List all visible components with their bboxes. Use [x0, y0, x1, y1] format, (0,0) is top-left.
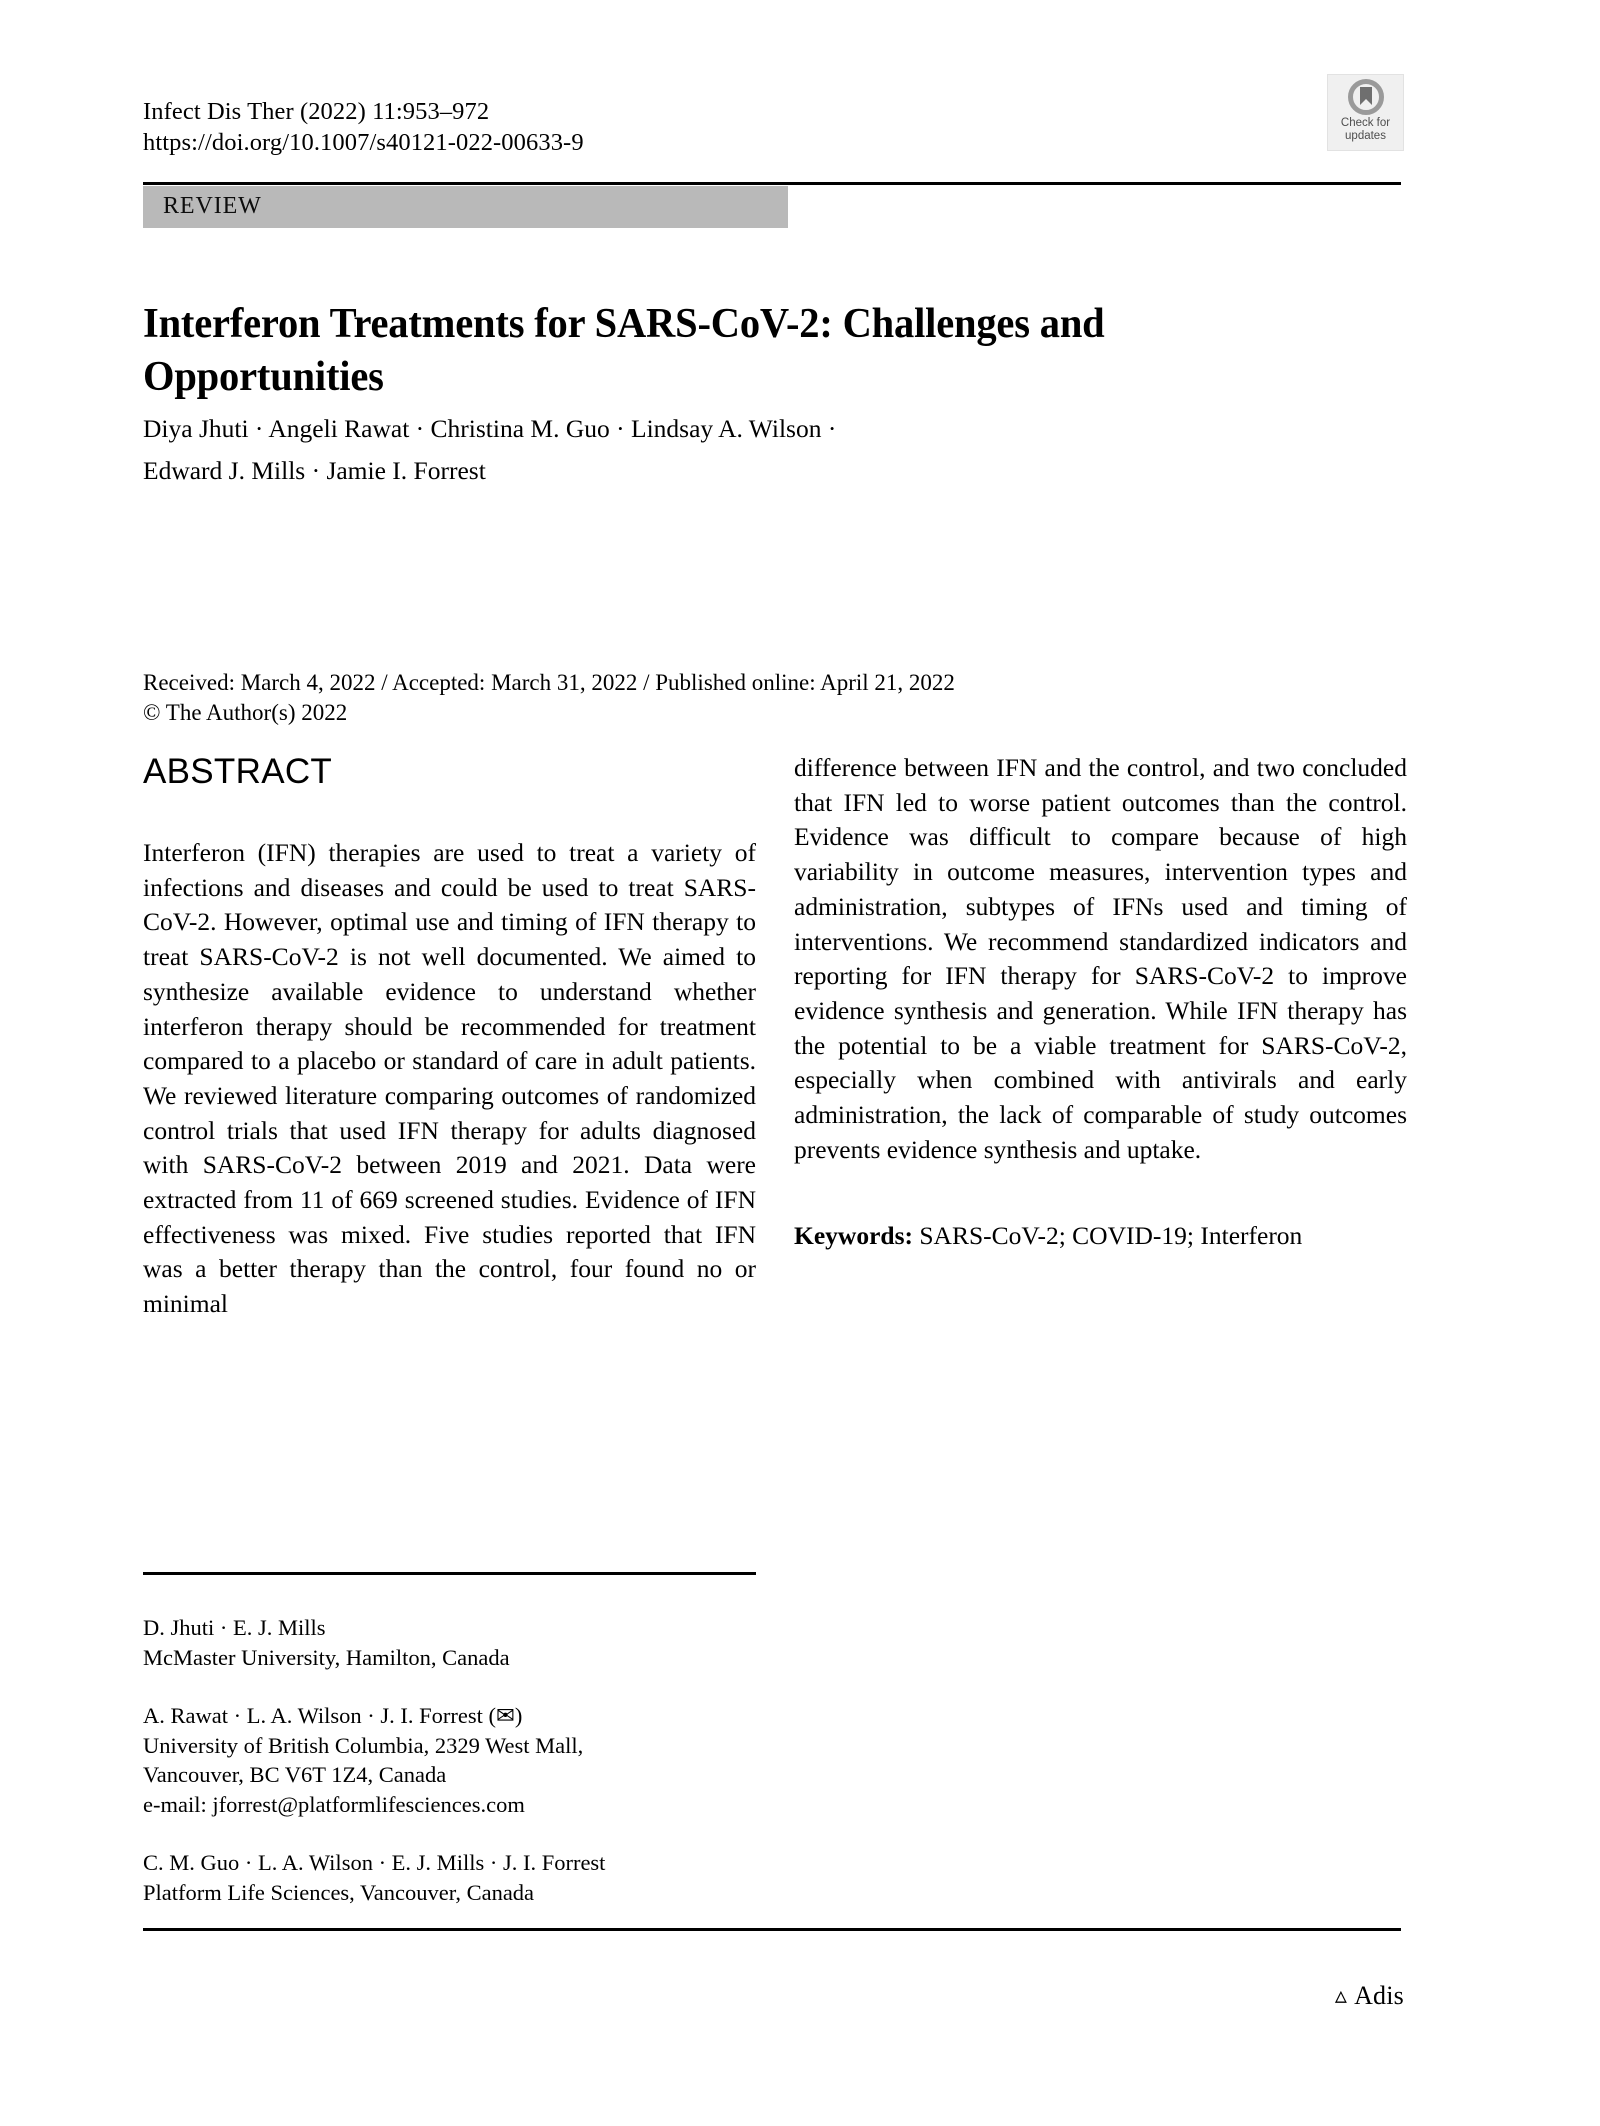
- affiliation-block: [143, 1701, 843, 1819]
- journal-citation: Infect Dis Ther (2022) 11:953–972: [143, 98, 490, 125]
- footer-divider: [143, 1928, 1401, 1931]
- crossmark-label-line2: updates: [1345, 129, 1386, 142]
- affiliation-block: [143, 1613, 843, 1672]
- article-type-label: REVIEW: [163, 193, 262, 219]
- author-list: [143, 408, 1323, 492]
- abstract-column-left: [143, 752, 756, 1322]
- publisher-name: Adis: [1354, 1981, 1404, 2010]
- affiliation-institution: Platform Life Sciences, Vancouver, Canada: [143, 1879, 535, 1905]
- affiliation-footnotes: [143, 1613, 843, 1907]
- affiliation-institution: University of British Columbia, 2329 West Mall,: [143, 1732, 584, 1758]
- abstract-text-left: Interferon (IFN) therapies are used to treat a variety of infections and diseases and could be used to treat SARS-CoV-2. However, optimal use and timing of IFN therapy to treat SARS-CoV-2 is not well documented. We aimed to synthesize available evidence to understand whether interferon therapy should be recommended for treatment compared to a placebo or standard of care in adult patients. We reviewed literature comparing outcomes of randomized control trials that used IFN therapy for adults diagnosed with SARS-CoV-2 between 2019 and 2021. Data were extracted from 11 of 669 screened studies. Evidence of IFN effectiveness was mixed. Five studies reported that IFN was a better therapy than the control, four found no or minimal: [143, 838, 756, 1319]
- affiliation-institution: McMaster University, Hamilton, Canada: [143, 1644, 510, 1670]
- page-title: Interferon Treatments for SARS-CoV-2: Challenges and Opportunities: [143, 301, 1105, 401]
- affiliation-authors: C. M. Guo · L. A. Wilson · E. J. Mills · J. I. Forrest: [143, 1850, 606, 1875]
- keywords-label: Keywords:: [794, 1221, 913, 1251]
- adis-triangle-icon: ▵: [1334, 1983, 1348, 2009]
- journal-header: [143, 96, 584, 158]
- footnote-divider: [143, 1572, 756, 1575]
- affiliation-authors: D. Jhuti · E. J. Mills: [143, 1615, 326, 1640]
- author-line-1: Diya Jhuti · Angeli Rawat · Christina M. Guo · Lindsay A. Wilson ·: [143, 414, 837, 443]
- crossmark-label: [1341, 117, 1390, 142]
- keywords-values: SARS-CoV-2; COVID-19; Interferon: [919, 1221, 1303, 1251]
- affiliation-authors: A. Rawat · L. A. Wilson · J. I. Forrest (✉): [143, 1703, 523, 1728]
- received-accepted-published: Received: March 4, 2022 / Accepted: March 31, 2022 / Published online: April 21, 2022: [143, 670, 955, 695]
- corresponding-author-email[interactable]: e-mail: jforrest@platformlifesciences.com: [143, 1791, 525, 1817]
- keywords-line: [794, 1219, 1407, 1254]
- copyright-line: © The Author(s) 2022: [143, 699, 348, 725]
- abstract-column-right: [794, 752, 1407, 1254]
- affiliation-block: [143, 1848, 843, 1907]
- article-type-banner: [143, 186, 788, 228]
- crossmark-label-line1: Check for: [1340, 117, 1391, 129]
- abstract-text-right: difference between IFN and the control, and two concluded that IFN led to worse patient outcomes than the control. Evidence was difficult to compare because of high variability in outcome measures, intervention types and administration, subtypes of IFNs used and timing of interventions. We recommend standardized indicators and reporting for IFN therapy for SARS-CoV-2 to improve evidence synthesis and generation. While IFN therapy has the potential to be a viable treatment for SARS-CoV-2, especially when combined with antivirals and early administration, the lack of comparable of study outcomes prevents evidence synthesis and uptake.: [794, 753, 1407, 1164]
- publisher-logo: [1335, 1981, 1404, 2011]
- author-line-2: Edward J. Mills · Jamie I. Forrest: [143, 456, 486, 485]
- publication-dates: [143, 668, 1343, 727]
- abstract-heading: ABSTRACT: [143, 752, 333, 791]
- crossmark-logo-icon: [1347, 78, 1385, 116]
- crossmark-badge[interactable]: [1327, 74, 1404, 151]
- doi-link[interactable]: https://doi.org/10.1007/s40121-022-00633-9: [143, 129, 584, 156]
- header-divider: [143, 182, 1401, 185]
- affiliation-institution: Vancouver, BC V6T 1Z4, Canada: [143, 1762, 447, 1787]
